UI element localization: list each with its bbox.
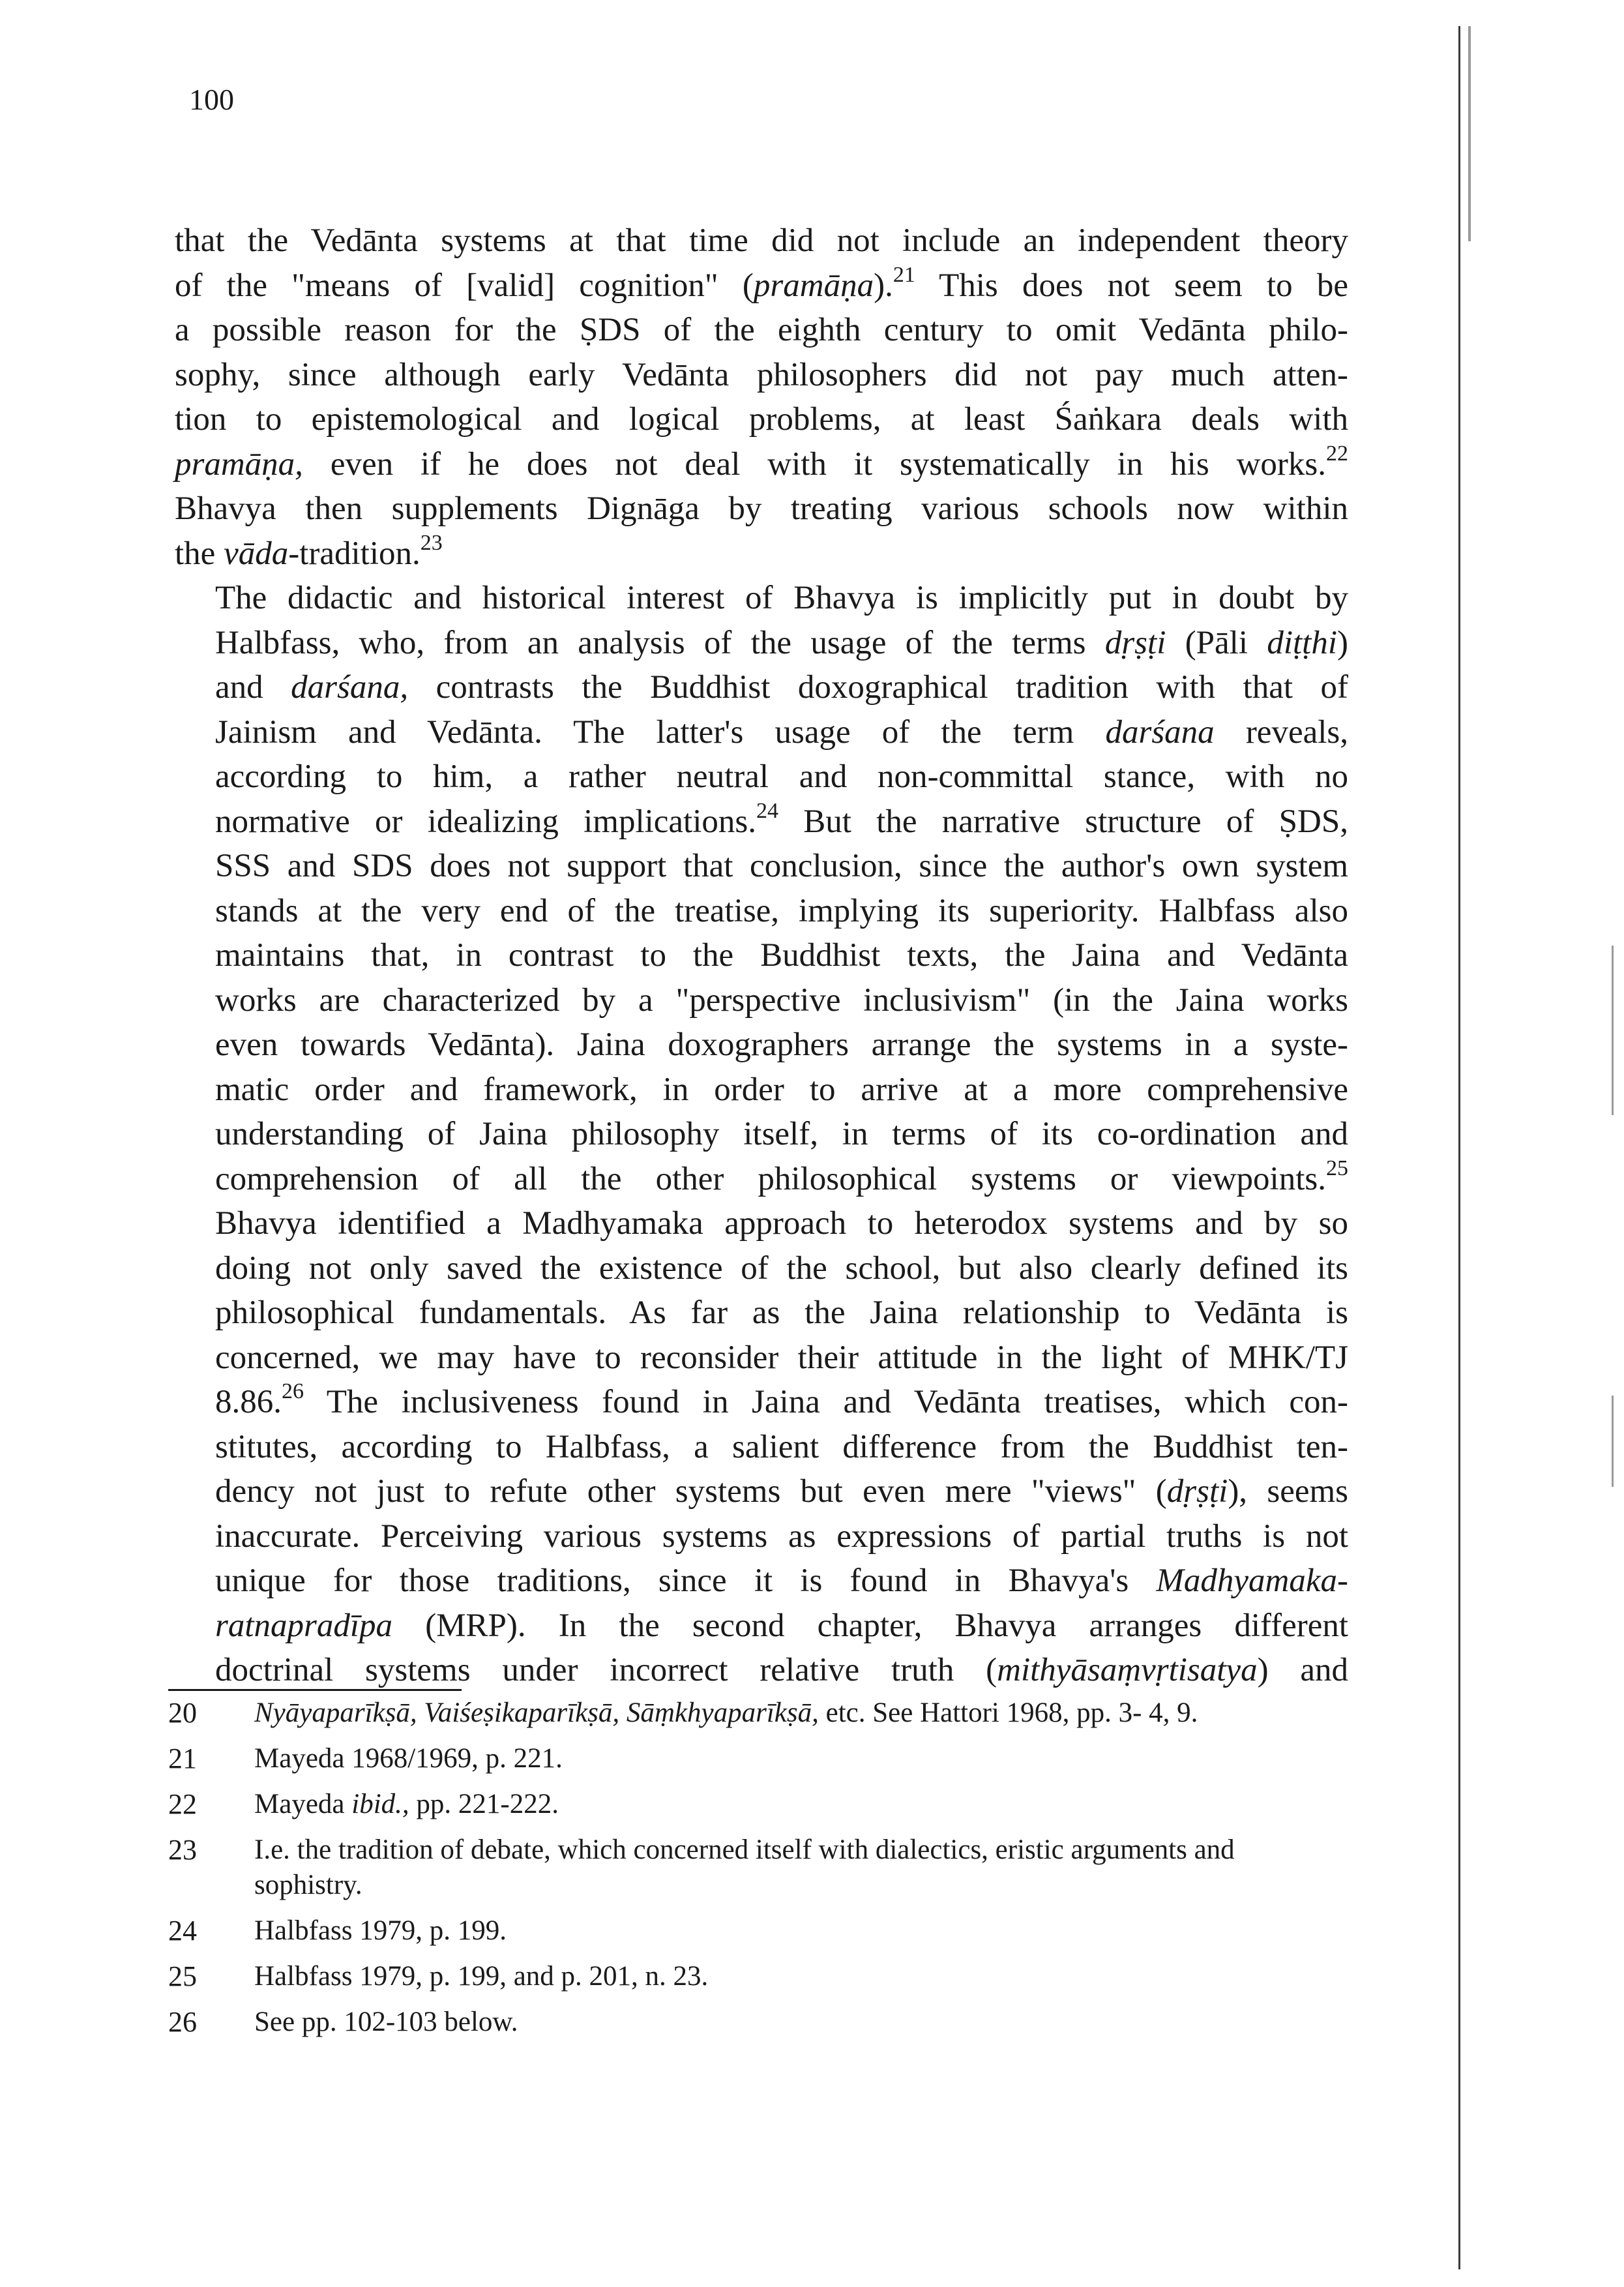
text-line [175, 1380, 1348, 1425]
text-run: comprehension of all the other philosophical systems or viewpoints. [215, 1160, 1326, 1197]
text-run: sophy, since although early Vedānta philosophers did not pay much atten- [175, 356, 1348, 393]
text-line [175, 1157, 1348, 1202]
text-run: But the narrative structure of ṢDS, [778, 803, 1348, 840]
scan-mark [1468, 26, 1471, 241]
italic-term: darśana [1105, 713, 1215, 751]
text-line [175, 1559, 1348, 1604]
text-run: The inclusiveness found in Jaina and Vedānta treatises, which con- [304, 1384, 1348, 1420]
text-run: (Pāli [1166, 624, 1267, 661]
text-line [175, 1201, 1348, 1246]
text-line [175, 442, 1348, 487]
text-run: doctrinal systems under incorrect relative truth ( [215, 1652, 997, 1688]
body-text [175, 218, 1348, 1693]
footnote-number: 24 [168, 1915, 197, 1947]
text-line [175, 933, 1348, 978]
text-run: Jainism and Vedānta. The latter's usage of the term [215, 713, 1106, 751]
text-line [175, 1514, 1348, 1559]
text-run: philosophical fundamentals. As far as the Jaina relationship to Vedānta is [215, 1294, 1348, 1331]
paragraph [175, 576, 1348, 1693]
footnote [168, 1832, 1342, 1903]
text-line [175, 1291, 1348, 1336]
footnote [168, 1959, 1342, 1994]
footnote-text [254, 1696, 1342, 1731]
text-run: tion to epistemological and logical problems, at least Śaṅkara deals with [175, 401, 1348, 438]
text-run: according to him, a rather neutral and non-committal stance, with no [215, 758, 1348, 795]
text-run: Bhavya identified a Madhyamaka approach to heterodox systems and by so [215, 1205, 1348, 1242]
footnote [168, 1913, 1342, 1949]
text-run: Mayeda 1968/1969, p. 221. [254, 1743, 563, 1774]
text-line [175, 353, 1348, 398]
italic-term: dṛṣṭi [1104, 624, 1166, 661]
footnote-number: 26 [168, 2006, 197, 2038]
italic-term: dṛṣṭi [1166, 1473, 1228, 1510]
italic-term: Madhyamaka- [1156, 1562, 1348, 1599]
footnote-number: 22 [168, 1788, 197, 1820]
text-line [175, 1469, 1348, 1514]
text-run: Mayeda [254, 1789, 352, 1819]
text-line [175, 844, 1348, 889]
italic-term: ibid., [351, 1789, 409, 1819]
text-run: normative or idealizing implications. [215, 803, 756, 840]
footnote-reference: 24 [756, 798, 778, 823]
text-line [175, 531, 1348, 576]
text-run: stands at the very end of the treatise, implying its superiority. Halbfass also [215, 892, 1348, 929]
text-run: doing not only saved the existence of the school, but also clearly defined its [215, 1249, 1348, 1287]
text-run: Halbfass 1979, p. 199. [254, 1915, 507, 1946]
text-run: ) [1337, 624, 1348, 661]
footnote-number: 25 [168, 1960, 197, 1992]
footnote-reference: 25 [1326, 1156, 1348, 1180]
text-run: ) and [1257, 1652, 1348, 1688]
text-run: I.e. the tradition of debate, which concerned itself with dialectics, eristic arguments and sophistry. [254, 1834, 1235, 1900]
italic-term: vāda [224, 535, 289, 572]
text-line [175, 1604, 1348, 1649]
text-run: SSS and SDS does not support that conclusion, since the author's own system [215, 848, 1348, 884]
footnote-text [254, 1913, 1342, 1949]
page-edge-rule [1458, 26, 1460, 2269]
text-run: of the "means of [valid] cognition" ( [175, 267, 754, 304]
text-line [175, 308, 1348, 353]
text-run: Bhavya then supplements Dignāga by treating various schools now within [175, 490, 1348, 527]
text-run: dency not just to refute other systems but even mere "views" ( [215, 1473, 1167, 1510]
footnote-text [254, 1832, 1342, 1903]
text-line [175, 889, 1348, 934]
text-run: contrasts the Buddhist doxographical tradition with that of [408, 669, 1348, 706]
footnote [168, 1787, 1342, 1822]
text-run: even if he does not deal with it systematically in his works. [303, 445, 1326, 483]
text-run: etc. See Hattori 1968, pp. 3- 4, 9. [818, 1697, 1198, 1728]
text-line [175, 1336, 1348, 1381]
italic-term: Nyāyaparīkṣā, Vaiśeṣikaparīkṣā, Sāṃkhyaparīkṣā, [254, 1697, 819, 1728]
text-line [175, 978, 1348, 1023]
italic-term: darśana, [291, 669, 409, 706]
paragraph [175, 218, 1348, 576]
text-run: -tradition. [288, 535, 421, 572]
text-run: The didactic and historical interest of Bhavya is implicitly put in doubt by [215, 580, 1348, 616]
text-line [175, 755, 1348, 800]
footnote-number: 21 [168, 1742, 197, 1774]
text-run: that the Vedānta systems at that time did not include an independent theory [175, 222, 1348, 259]
text-line [175, 576, 1348, 621]
scan-mark [1612, 1396, 1614, 1487]
footnote [168, 1741, 1342, 1776]
footnote-number: 23 [168, 1834, 197, 1866]
italic-term: ratnapradīpa [215, 1607, 393, 1644]
text-line [175, 1023, 1348, 1068]
text-line [175, 710, 1348, 755]
scan-mark [1612, 946, 1614, 1115]
text-line [175, 263, 1348, 308]
text-line [175, 665, 1348, 710]
footnote-text [254, 1959, 1342, 1994]
footnote [168, 2005, 1342, 2040]
text-line [175, 1068, 1348, 1113]
text-run: and [215, 669, 291, 706]
text-run: ), seems [1228, 1473, 1348, 1510]
italic-term: pramāṇa, [175, 445, 303, 483]
text-run: ). [874, 267, 893, 304]
text-run: understanding of Jaina philosophy itself, in terms of its co-ordination and [215, 1116, 1348, 1152]
text-run: concerned, we may have to reconsider their attitude in the light of MHK/TJ [215, 1339, 1348, 1376]
text-run: inaccurate. Perceiving various systems as expressions of partial truths is not [215, 1517, 1348, 1555]
footnote-text [254, 2005, 1342, 2040]
text-line [175, 1246, 1348, 1291]
footnote-number: 20 [168, 1697, 197, 1729]
text-line [175, 621, 1348, 666]
text-run: (MRP). In the second chapter, Bhavya arranges different [392, 1607, 1348, 1644]
text-line [175, 800, 1348, 845]
footnotes [168, 1696, 1342, 2050]
text-line [175, 486, 1348, 531]
text-run: unique for those traditions, since it is found in Bhavya's [215, 1562, 1157, 1599]
text-run: the [175, 535, 224, 572]
footnote-text [254, 1787, 1342, 1822]
footnote-reference: 21 [893, 262, 915, 287]
italic-term: mithyāsaṃvṛtisatya [997, 1652, 1258, 1688]
text-run: matic order and framework, in order to arrive at a more comprehensive [215, 1071, 1348, 1108]
text-line [175, 397, 1348, 442]
text-run: maintains that, in contrast to the Buddhist texts, the Jaina and Vedānta [215, 937, 1348, 974]
text-run: This does not seem to be [915, 267, 1348, 304]
footnote-reference: 26 [282, 1379, 304, 1403]
footnote-text [254, 1741, 1342, 1776]
page-number: 100 [189, 83, 234, 116]
footnote-reference: 22 [1326, 441, 1348, 466]
italic-term: diṭṭhi [1267, 624, 1338, 661]
text-run: even towards Vedānta). Jaina doxographers arrange the systems in a syste- [215, 1026, 1348, 1063]
text-run: works are characterized by a "perspective inclusivism" (in the Jaina works [215, 981, 1348, 1019]
text-line [175, 1648, 1348, 1693]
text-run: See pp. 102-103 below. [254, 2007, 518, 2037]
italic-term: pramāṇa [753, 267, 874, 304]
text-run: a possible reason for the ṢDS of the eighth century to omit Vedānta philo- [175, 312, 1348, 348]
text-line [175, 218, 1348, 263]
text-run: pp. 221-222. [409, 1789, 559, 1819]
footnote [168, 1696, 1342, 1731]
footnote-reference: 23 [420, 530, 443, 555]
text-run: stitutes, according to Halbfass, a salient difference from the Buddhist ten- [215, 1428, 1348, 1465]
footnote-rule [168, 1689, 462, 1691]
text-run: Halbfass 1979, p. 199, and p. 201, n. 23. [254, 1961, 709, 1992]
text-run: reveals, [1214, 713, 1348, 751]
text-run: 8.86. [215, 1384, 282, 1420]
text-run: Halbfass, who, from an analysis of the usage of the terms [215, 624, 1105, 661]
text-line [175, 1112, 1348, 1157]
text-line [175, 1425, 1348, 1470]
